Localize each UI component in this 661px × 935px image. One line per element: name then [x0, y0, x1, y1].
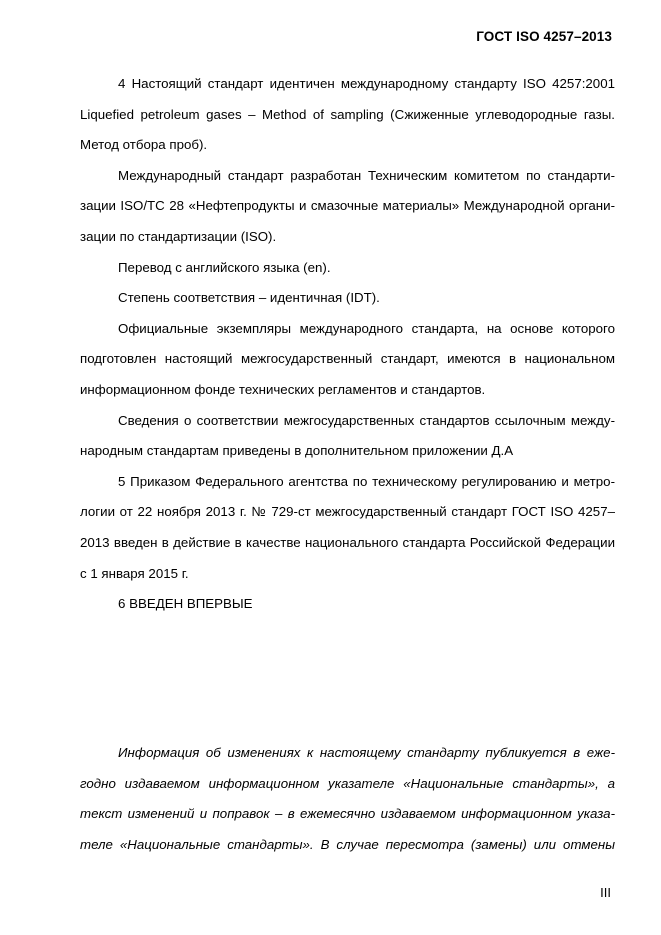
document-header: ГОСТ ISO 4257–2013	[476, 29, 612, 44]
paragraph-identity: 4 Настоящий стандарт идентичен международному стандарту ISO 4257:2001 Liquefied petroleum gases – Method of sampling (Сжиженные углеводородные газы. Метод отбора проб).	[80, 76, 615, 153]
paragraph-official-copies: Официальные экземпляры международного стандарта, на основе которого подготовлен настоящий межгосударственный стандарт, имеются в национальном информационном фонде технических регламентов и стандартов.	[80, 320, 615, 397]
paragraph-references: Сведения о соответствии межгосударственных стандартов ссылочным международным стандартам приведены в дополнительном приложении Д.А	[80, 412, 615, 459]
page-number: III	[600, 885, 611, 900]
paragraph-conformity: Степень соответствия – идентичная (IDT).	[118, 290, 380, 306]
paragraph-order: 5 Приказом Федерального агентства по техническому регулированию и метрологии от 22 ноября 2013 г. № 729-ст межгосударственный стандарт ГОСТ ISO 4257–2013 введен в действие в качестве национального стандарта Российской Федерации с 1 января 2015 г.	[80, 473, 615, 581]
paragraph-introduced: 6 ВВЕДЕН ВПЕРВЫЕ	[118, 596, 253, 612]
paragraph-translation: Перевод с английского языка (en).	[118, 259, 331, 275]
document-body	[80, 69, 615, 620]
info-notice-text: Информация об изменениях к настоящему стандарту публикуется в ежегодно издаваемом информационном указателе «Национальные стандарты», а текст изменений и поправок – в ежемесячно издаваемом информационном указателе «Национальные стандарты». В случае пересмотра (замены) или отмены	[80, 745, 615, 852]
paragraph-committee: Международный стандарт разработан Техническим комитетом по стандартизации ISO/TC 28 «Нефтепродукты и смазочные материалы» Международной организации по стандартизации (ISO).	[80, 167, 615, 244]
info-notice-block	[80, 738, 615, 860]
